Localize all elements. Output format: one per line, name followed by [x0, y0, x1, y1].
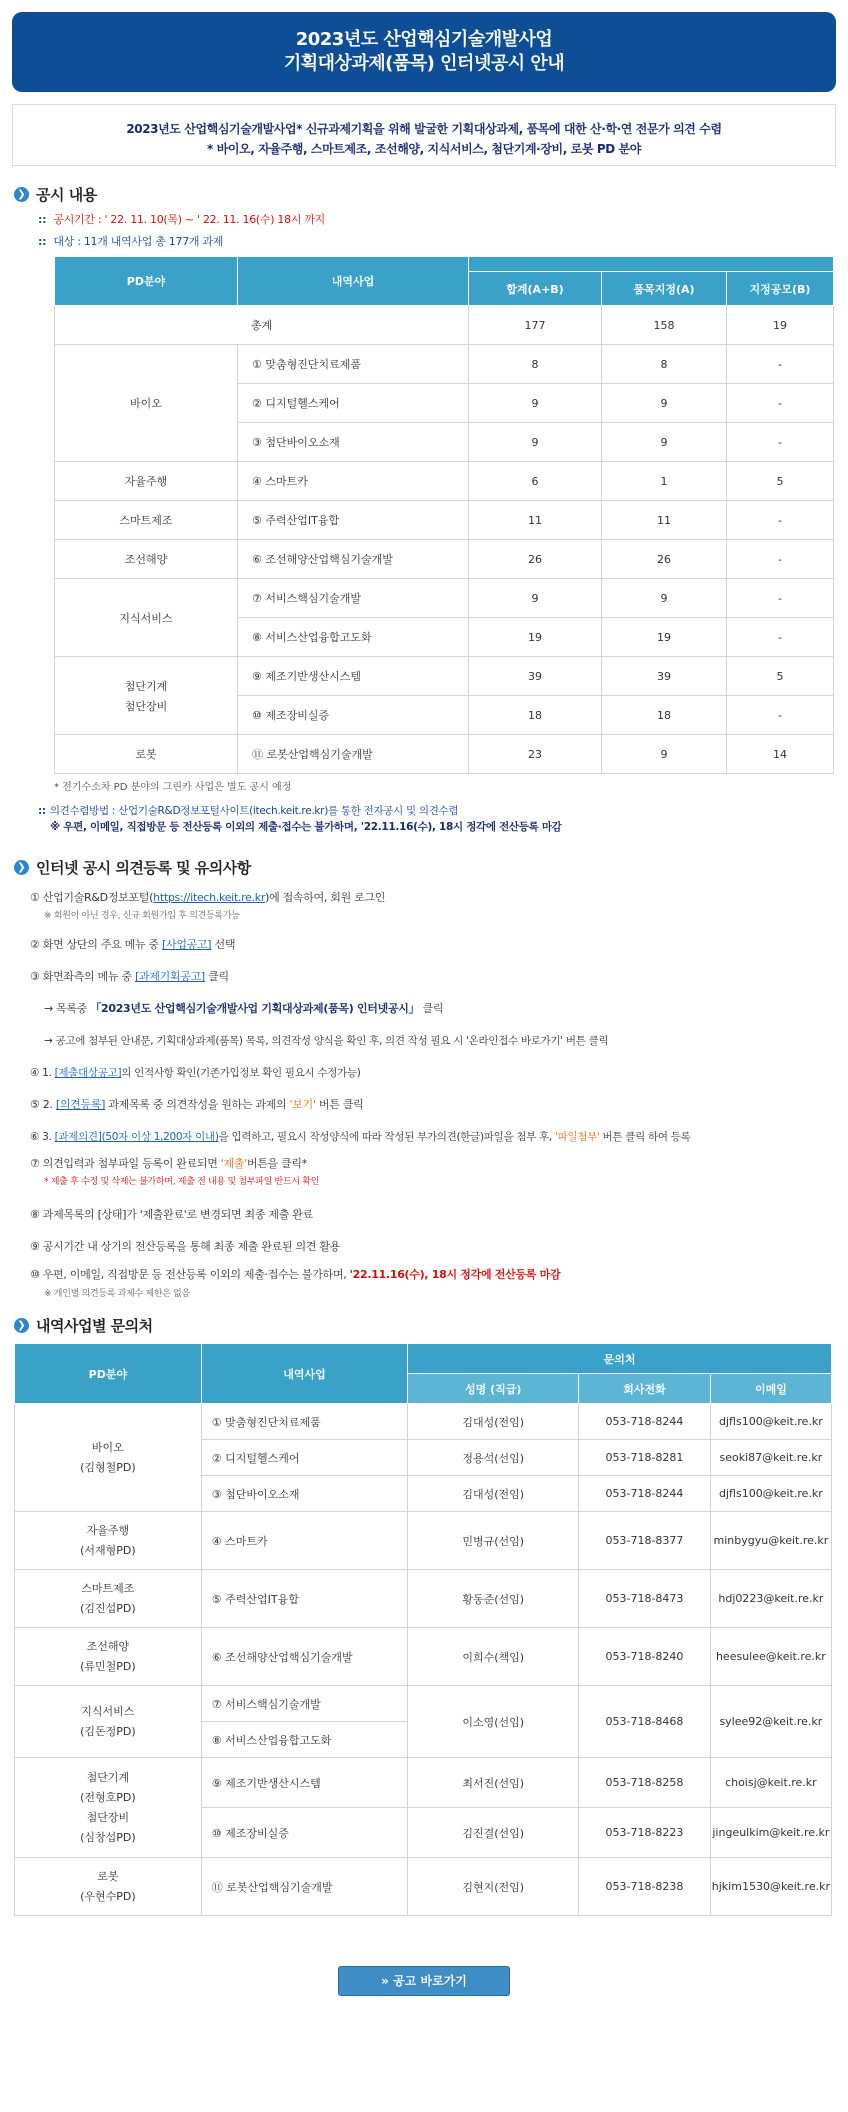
- step-5: [30, 1089, 848, 1121]
- col-header-sum: 합계(A+B): [469, 272, 602, 306]
- step-text: ⑥ 3.: [30, 1131, 55, 1143]
- sum-cell: 23: [469, 735, 602, 774]
- pd-text: (심창섭PD): [80, 1830, 136, 1844]
- bullet-icon: ::: [38, 213, 47, 226]
- opinion-line2: ※ 우편, 이메일, 직접방문 등 전산등록 이외의 제출·접수는 불가하며, '22.11.16(수), 18시 정각에 전산등록 마감: [50, 821, 562, 833]
- step-text: 과제목록 중 의견작성을 원하는 과제의: [105, 1098, 290, 1111]
- pd-cell: [15, 1512, 202, 1570]
- contact-name: 김현지(전임): [408, 1858, 579, 1916]
- itech-portal-link[interactable]: https://itech.keit.re.kr: [153, 891, 266, 904]
- pd-text: (류민철PD): [80, 1659, 136, 1673]
- biz-cell: ⑧ 서비스산업융합고도화: [238, 618, 469, 657]
- step-text: ① 산업기술R&D정보포털(: [30, 891, 154, 904]
- col-header-group: [469, 257, 834, 272]
- contact-name: 김진결(선임): [408, 1808, 579, 1858]
- contact-email[interactable]: heesulee@keit.re.kr: [710, 1628, 831, 1686]
- total-sum: 177: [469, 306, 602, 345]
- col-header-contact: 문의처: [408, 1344, 832, 1374]
- step-text: ⑩ 우편, 이메일, 직접방문 등 전산등록 이외의 제출·접수는 불가하며,: [30, 1268, 350, 1281]
- contact-email[interactable]: djfls100@keit.re.kr: [710, 1476, 831, 1512]
- a-cell: 9: [602, 735, 727, 774]
- biz-cell: ⑥ 조선해양산업핵심기술개발: [238, 540, 469, 579]
- highlight-text: '보기': [289, 1098, 316, 1111]
- section-title-text: 인터넷 공시 의견등록 및 유의사항: [36, 858, 251, 877]
- col-header-biz: 내역사업: [238, 257, 469, 306]
- total-b: 19: [727, 306, 834, 345]
- bullet-icon: ::: [38, 805, 46, 817]
- pd-name: 로봇: [135, 748, 157, 761]
- a-cell: 9: [602, 579, 727, 618]
- contact-tel: 053-718-8281: [579, 1440, 711, 1476]
- step-text: 버튼 클릭: [315, 1098, 364, 1111]
- business-notice-link[interactable]: [사업공고]: [162, 938, 212, 951]
- table-row: [15, 1570, 832, 1628]
- biz-cell: ⑨ 제조기반생산시스템: [201, 1758, 407, 1808]
- biz-cell: ⑪ 로봇산업핵심기술개발: [238, 735, 469, 774]
- pd-text: (김돈정PD): [80, 1724, 136, 1738]
- pd-cell: [55, 540, 238, 579]
- contact-name: 이소영(선임): [408, 1686, 579, 1758]
- pd-text: (전형호PD): [80, 1790, 136, 1804]
- pd-text: 자율주행: [86, 1523, 130, 1537]
- col-header-a: 품목지정(A): [602, 272, 727, 306]
- pd-name: 바이오: [130, 397, 162, 410]
- contact-tel: 053-718-8468: [579, 1686, 711, 1758]
- table1-footnote: * 전기수소차 PD 분야의 그린카 사업은 별도 공시 예정: [54, 782, 292, 793]
- pd-text: (우현수PD): [80, 1889, 136, 1903]
- pd-cell: [15, 1570, 202, 1628]
- table-row: [15, 1758, 832, 1808]
- step-text: ③ 화면좌측의 메뉴 중: [30, 970, 135, 983]
- pd-cell: [55, 735, 238, 774]
- sum-cell: 6: [469, 462, 602, 501]
- contact-name: 정용석(선임): [408, 1440, 579, 1476]
- highlight-text: '파일첨부': [554, 1131, 600, 1143]
- col-header-email: 이메일: [710, 1374, 831, 1404]
- step-10: [30, 1263, 848, 1287]
- contact-name: 이희수(책임): [408, 1628, 579, 1686]
- step-1: [30, 887, 848, 909]
- intro-box: [12, 104, 836, 166]
- table-row: [55, 579, 834, 618]
- pd-cell: [55, 501, 238, 540]
- biz-cell: ② 디지털헬스케어: [238, 384, 469, 423]
- b-cell: -: [727, 501, 834, 540]
- sum-cell: 9: [469, 384, 602, 423]
- pd-text: (서재형PD): [80, 1543, 136, 1557]
- pd-cell: [55, 579, 238, 657]
- bottom-area: [0, 1966, 848, 1996]
- col-header-b: 지정공모(B): [727, 272, 834, 306]
- b-cell: 14: [727, 735, 834, 774]
- biz-cell: ⑪ 로봇산업핵심기술개발: [201, 1858, 407, 1916]
- step-10-note: ※ 개인별 의견등록 과제수 제한은 없음: [44, 1289, 190, 1299]
- header-title-line2: 기획대상과제(품목) 인터넷공시 안내: [283, 53, 565, 74]
- contact-tel: 053-718-8473: [579, 1570, 711, 1628]
- biz-cell: ⑩ 제조장비실증: [201, 1808, 407, 1858]
- biz-cell: ⑤ 주력산업IT융합: [201, 1570, 407, 1628]
- contact-name: 김대성(전임): [408, 1404, 579, 1440]
- b-cell: -: [727, 579, 834, 618]
- intro-line2: * 바이오, 자율주행, 스마트제조, 조선해양, 지식서비스, 첨단기계·장비, 로봇 PD 분야: [207, 142, 641, 156]
- step-6: [30, 1121, 848, 1153]
- biz-cell: ⑦ 서비스핵심기술개발: [201, 1686, 407, 1722]
- total-label: 총계: [55, 306, 469, 345]
- chevron-right-icon: ❯: [14, 860, 29, 875]
- section-title-text: 내역사업별 문의처: [36, 1316, 153, 1335]
- contact-email[interactable]: hdj0223@keit.re.kr: [710, 1570, 831, 1628]
- biz-cell: ④ 스마트카: [201, 1512, 407, 1570]
- step-text: ⑦ 의견입력과 첨부파일 등록이 완료되면: [30, 1157, 221, 1170]
- pd-cell: [55, 657, 238, 735]
- pd-cell: [15, 1858, 202, 1916]
- a-cell: 1: [602, 462, 727, 501]
- biz-cell: ① 맞춤형진단치료제품: [201, 1404, 407, 1440]
- contact-email[interactable]: jingeulkim@keit.re.kr: [710, 1808, 831, 1858]
- contact-email[interactable]: djfls100@keit.re.kr: [710, 1404, 831, 1440]
- notice-period: [38, 212, 848, 228]
- chevron-right-icon: ❯: [14, 187, 29, 202]
- sum-cell: 18: [469, 696, 602, 735]
- a-cell: 26: [602, 540, 727, 579]
- b-cell: 5: [727, 462, 834, 501]
- table-row: [15, 1686, 832, 1722]
- contact-tel: 053-718-8377: [579, 1512, 711, 1570]
- contact-email[interactable]: minbygyu@keit.re.kr: [710, 1512, 831, 1570]
- project-opinion-link[interactable]: [과제의견](50자 이상 1,200자 이내): [54, 1131, 219, 1143]
- biz-cell: ④ 스마트카: [238, 462, 469, 501]
- notice-target-text: 대상 : 11개 내역사업 총 177개 과제: [53, 235, 224, 248]
- biz-cell: ⑤ 주력산업IT융합: [238, 501, 469, 540]
- pd-text: 지식서비스: [81, 1704, 135, 1718]
- a-cell: 11: [602, 501, 727, 540]
- pd-cell: [15, 1628, 202, 1686]
- pd-name: 자율주행: [124, 475, 168, 488]
- sum-cell: 9: [469, 579, 602, 618]
- step-3-arrow-1: [30, 993, 848, 1025]
- notice-target: [38, 234, 848, 250]
- step-3: [30, 961, 848, 993]
- opinion-register-link[interactable]: [의견등록]: [55, 1098, 106, 1111]
- section-contact-title: [14, 1315, 848, 1335]
- b-cell: -: [727, 423, 834, 462]
- step-text: 을 입력하고, 필요시 작성양식에 따라 작성된 부가의견(한글)파일을 첨부 후,: [218, 1131, 555, 1143]
- b-cell: -: [727, 345, 834, 384]
- biz-cell: ① 맞춤형진단치료제품: [238, 345, 469, 384]
- contact-tel: 053-718-8238: [579, 1858, 711, 1916]
- step-text: 클릭: [204, 970, 229, 983]
- b-cell: -: [727, 540, 834, 579]
- contact-name: 민병규(선임): [408, 1512, 579, 1570]
- contact-tel: 053-718-8258: [579, 1758, 711, 1808]
- step-4: [30, 1057, 848, 1089]
- intro-line1: 2023년도 산업핵심기술개발사업* 신규과제기획을 위해 발굴한 기획대상과제, 품목에 대한 산·학·연 전문가 의견 수렴: [126, 122, 722, 136]
- table-row: [55, 540, 834, 579]
- contact-tel: 053-718-8244: [579, 1476, 711, 1512]
- section-notice-title: [14, 184, 848, 204]
- col-header-biz: 내역사업: [201, 1344, 407, 1404]
- table-row: [55, 657, 834, 696]
- contact-email[interactable]: choisj@keit.re.kr: [710, 1758, 831, 1808]
- pd-text: 로봇: [97, 1869, 119, 1883]
- a-cell: 9: [602, 423, 727, 462]
- biz-cell: ⑩ 제조장비실증: [238, 696, 469, 735]
- go-to-notice-label: 공고 바로가기: [393, 1974, 467, 1988]
- biz-cell: ⑥ 조선해양산업핵심기술개발: [201, 1628, 407, 1686]
- contact-email[interactable]: hjkim1530@keit.re.kr: [710, 1858, 831, 1916]
- biz-cell: ③ 첨단바이오소재: [238, 423, 469, 462]
- step-3-arrow-2: → 공고에 첨부된 안내문, 기획대상과제(품목) 목록, 의견작성 양식을 확인 후, 의견 작성 필요 시 '온라인접수 바로가기' 버튼 클릭: [44, 1035, 609, 1047]
- biz-cell: ③ 첨단바이오소재: [201, 1476, 407, 1512]
- contact-table: [14, 1343, 832, 1916]
- a-cell: 39: [602, 657, 727, 696]
- pd-name: 스마트제조: [119, 514, 173, 527]
- step-9: ⑨ 공시기간 내 상기의 전산등록을 통해 최종 제출 완료된 의견 활용: [30, 1240, 341, 1253]
- contact-tel: 053-718-8240: [579, 1628, 711, 1686]
- go-to-notice-button[interactable]: [338, 1966, 510, 1996]
- sum-cell: 8: [469, 345, 602, 384]
- step-text: 의 인적사항 확인(기존가입정보 확인 필요시 수정가능): [121, 1067, 361, 1079]
- contact-name: 김대성(전임): [408, 1476, 579, 1512]
- biz-cell: ⑦ 서비스핵심기술개발: [238, 579, 469, 618]
- step-text: ④ 1.: [30, 1067, 55, 1079]
- sum-cell: 19: [469, 618, 602, 657]
- pd-cell: [15, 1758, 202, 1858]
- pd-name: 지식서비스: [119, 611, 173, 625]
- table-row: [55, 462, 834, 501]
- table-row: [55, 345, 834, 384]
- contact-tel: 053-718-8244: [579, 1404, 711, 1440]
- pd-cell: [15, 1404, 202, 1512]
- col-header-pd: PD분야: [15, 1344, 202, 1404]
- step-text: ⑤ 2.: [30, 1098, 56, 1111]
- step-7: [30, 1153, 848, 1175]
- table-row: [55, 735, 834, 774]
- page-header: [12, 12, 836, 92]
- sum-cell: 26: [469, 540, 602, 579]
- step-8: ⑧ 과제목록의 [상태]가 '제출완료'로 변경되면 최종 제출 완료: [30, 1208, 313, 1221]
- pd-text: 바이오: [91, 1440, 124, 1454]
- double-chevron-right-icon: »: [381, 1974, 389, 1988]
- pd-text: 조선해양: [86, 1639, 130, 1653]
- contact-name: 황동준(선임): [408, 1570, 579, 1628]
- total-row: [55, 306, 834, 345]
- pd-cell: [55, 462, 238, 501]
- sum-cell: 9: [469, 423, 602, 462]
- b-cell: -: [727, 618, 834, 657]
- contact-email[interactable]: sylee92@keit.re.kr: [710, 1686, 831, 1758]
- step-text: 버튼을 클릭*: [246, 1157, 307, 1170]
- table-row: [55, 501, 834, 540]
- biz-cell: ⑨ 제조기반생산시스템: [238, 657, 469, 696]
- pd-text: (김진섭PD): [80, 1601, 136, 1615]
- pd-cell: [15, 1686, 202, 1758]
- step-text: ② 화면 상단의 주요 메뉴 중: [30, 938, 163, 951]
- bullet-icon: ::: [38, 235, 47, 248]
- a-cell: 9: [602, 384, 727, 423]
- col-header-name: 성명 (직급): [408, 1374, 579, 1404]
- sum-cell: 39: [469, 657, 602, 696]
- step-2: [30, 929, 848, 961]
- contact-tel: 053-718-8223: [579, 1808, 711, 1858]
- table-row: [15, 1858, 832, 1916]
- step-1-note: ※ 회원이 아닌 경우, 신규 회원가입 후 의견등록가능: [44, 911, 240, 921]
- pd-cell: [55, 345, 238, 462]
- step-7-note: * 제출 후 수정 및 삭제는 불가하며, 제출 전 내용 및 첨부파일 반드시 확인: [44, 1177, 320, 1187]
- section-register-title: [14, 857, 848, 877]
- pd-name: 첨단장비: [124, 699, 168, 713]
- chevron-right-icon: ❯: [14, 1318, 29, 1333]
- deadline-text: '22.11.16(수), 18시 정각에 전산등록 마감: [349, 1268, 561, 1281]
- pd-text: 첨단기계: [86, 1770, 130, 1784]
- sum-cell: 11: [469, 501, 602, 540]
- pd-text: 첨단장비: [86, 1810, 130, 1824]
- table-row: [15, 1628, 832, 1686]
- a-cell: 19: [602, 618, 727, 657]
- b-cell: -: [727, 696, 834, 735]
- step-text: 선택: [211, 938, 236, 951]
- project-count-table: [54, 256, 834, 774]
- opinion-method: [38, 803, 848, 835]
- header-title-line1: 2023년도 산업핵심기술개발사업: [295, 29, 553, 50]
- contact-name: 최서진(선임): [408, 1758, 579, 1808]
- col-header-tel: 회사전화: [579, 1374, 711, 1404]
- b-cell: -: [727, 384, 834, 423]
- a-cell: 8: [602, 345, 727, 384]
- pd-name: 조선해양: [124, 553, 168, 566]
- project-planning-link[interactable]: [과제기획공고]: [134, 970, 205, 983]
- step-text: 클릭: [419, 1002, 444, 1015]
- biz-cell: ② 디지털헬스케어: [201, 1440, 407, 1476]
- highlight-text: '제출': [220, 1157, 247, 1170]
- b-cell: 5: [727, 657, 834, 696]
- biz-cell: ⑧ 서비스산업융합고도화: [201, 1722, 407, 1758]
- section-title-text: 공시 내용: [36, 185, 97, 204]
- submission-notice-link[interactable]: [제출대상공고]: [54, 1067, 122, 1079]
- total-a: 158: [602, 306, 727, 345]
- pd-text: 스마트제조: [81, 1581, 135, 1595]
- table-row: [15, 1512, 832, 1570]
- step-text: → 목록중: [44, 1002, 91, 1015]
- col-header-pd: PD분야: [55, 257, 238, 306]
- pd-text: (김형철PD): [80, 1460, 136, 1474]
- notice-title-text: 「2023년도 산업핵심기술개발사업 기획대상과제(품목) 인터넷공시」: [90, 1002, 420, 1015]
- step-text: )에 접속하여, 회원 로그인: [265, 891, 386, 904]
- contact-email[interactable]: seoki87@keit.re.kr: [710, 1440, 831, 1476]
- table-row: [15, 1404, 832, 1440]
- pd-name: 첨단기계: [124, 679, 168, 693]
- register-steps: [30, 887, 848, 1307]
- notice-period-text: 공시기간 : ' 22. 11. 10(목) ~ ' 22. 11. 16(수) 18시 까지: [53, 213, 326, 226]
- step-text: 버튼 클릭 하여 등록: [599, 1131, 691, 1143]
- opinion-line1: 의견수렴방법 : 산업기술R&D정보포털사이트(itech.keit.re.kr)를 통한 전자공시 및 의견수렴: [49, 805, 459, 817]
- a-cell: 18: [602, 696, 727, 735]
